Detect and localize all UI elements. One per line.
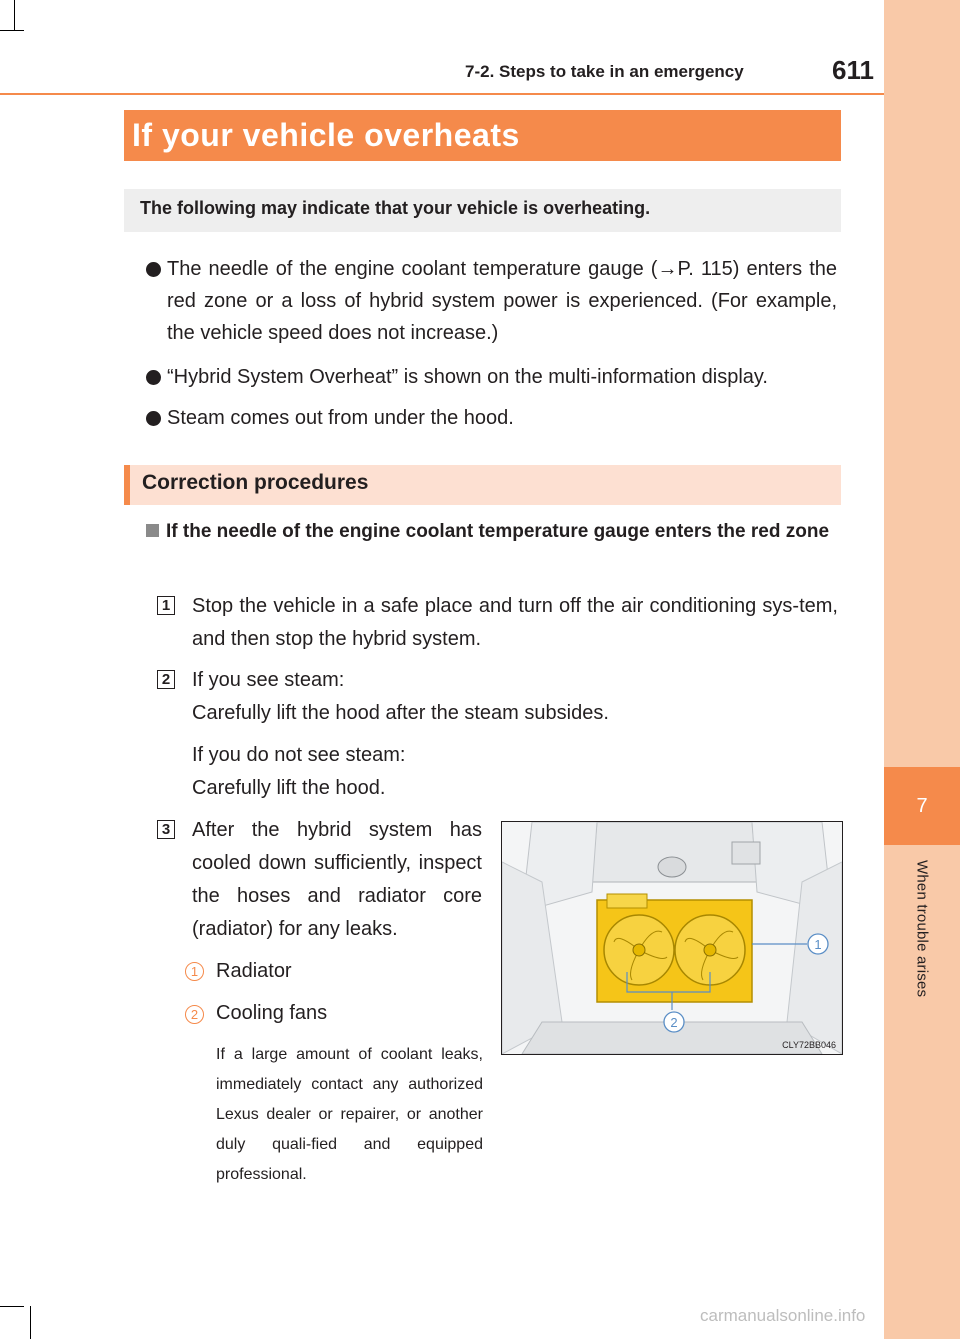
legend-radiator: Radiator: [216, 960, 292, 982]
note-text: If a large amount of coolant leaks, immediately contact any authorized Lexus dealer or repairer, or another duly quali-fied and equipped professional.: [216, 1046, 483, 1183]
crop-mark: [30, 1306, 31, 1339]
step-3-text: After the hybrid system has cooled down sufficiently, inspect the hoses and radiator core (radiator) for any leaks.: [192, 819, 482, 940]
crop-mark: [0, 1306, 24, 1307]
correction-heading-bar: [124, 465, 841, 505]
page-title: If your vehicle overheats: [132, 117, 520, 153]
step-2-line: If you do not see steam:: [192, 744, 406, 766]
figure-callout-2: 2: [670, 1015, 678, 1030]
step-2-line: Carefully lift the hood.: [192, 777, 386, 799]
callout-number-1: 1: [185, 962, 204, 981]
page-number: 611: [832, 55, 874, 85]
step-number-2: 2: [157, 670, 175, 689]
step-number-3: 3: [157, 820, 175, 839]
callout-number-2: 2: [185, 1005, 204, 1024]
step-2-line: If you see steam:: [192, 669, 345, 691]
subheading: If the needle of the engine coolant temperature gauge enters the red zone: [166, 521, 830, 542]
watermark: carmanualsonline.info: [700, 1306, 866, 1325]
section-header: 7-2. Steps to take in an emergency: [465, 62, 744, 81]
header-rule: [0, 93, 884, 95]
chapter-title-vertical: When trouble arises: [913, 860, 931, 998]
crop-mark: [14, 0, 15, 30]
list-item: The needle of the engine coolant temperature gauge (→P. 115) enters the red zone or a loss of hybrid system power is experienced. (For example, the vehicle speed does not increase.): [146, 253, 846, 353]
square-bullet-icon: [146, 524, 159, 537]
correction-heading: Correction procedures: [142, 471, 369, 494]
radiator-figure: [502, 822, 842, 1054]
figure-code: CLY72BB046: [782, 1040, 836, 1050]
page-title-bar: [124, 110, 841, 161]
intro-box: [124, 189, 841, 232]
bullet-icon: [146, 370, 161, 385]
figure-callout-1: 1: [814, 937, 822, 952]
list-item: “Hybrid System Overheat” is shown on the multi-information display.: [146, 361, 846, 395]
step-1-text: Stop the vehicle in a safe place and turn off the air conditioning sys-tem, and then stop the hybrid system.: [192, 595, 838, 650]
bullet-icon: [146, 262, 161, 277]
chapter-number: 7: [884, 767, 960, 845]
intro-text: The following may indicate that your vehicle is overheating.: [140, 198, 651, 218]
chapter-side-tab: [884, 0, 960, 1339]
bullet-icon: [146, 411, 161, 426]
legend-cooling-fans: Cooling fans: [216, 1002, 328, 1024]
step-2-line: Carefully lift the hood after the steam subsides.: [192, 702, 609, 724]
crop-mark: [0, 30, 24, 31]
list-item: Steam comes out from under the hood.: [146, 402, 846, 436]
engine-bay-illustration: [501, 821, 843, 1055]
step-number-1: 1: [157, 596, 175, 615]
